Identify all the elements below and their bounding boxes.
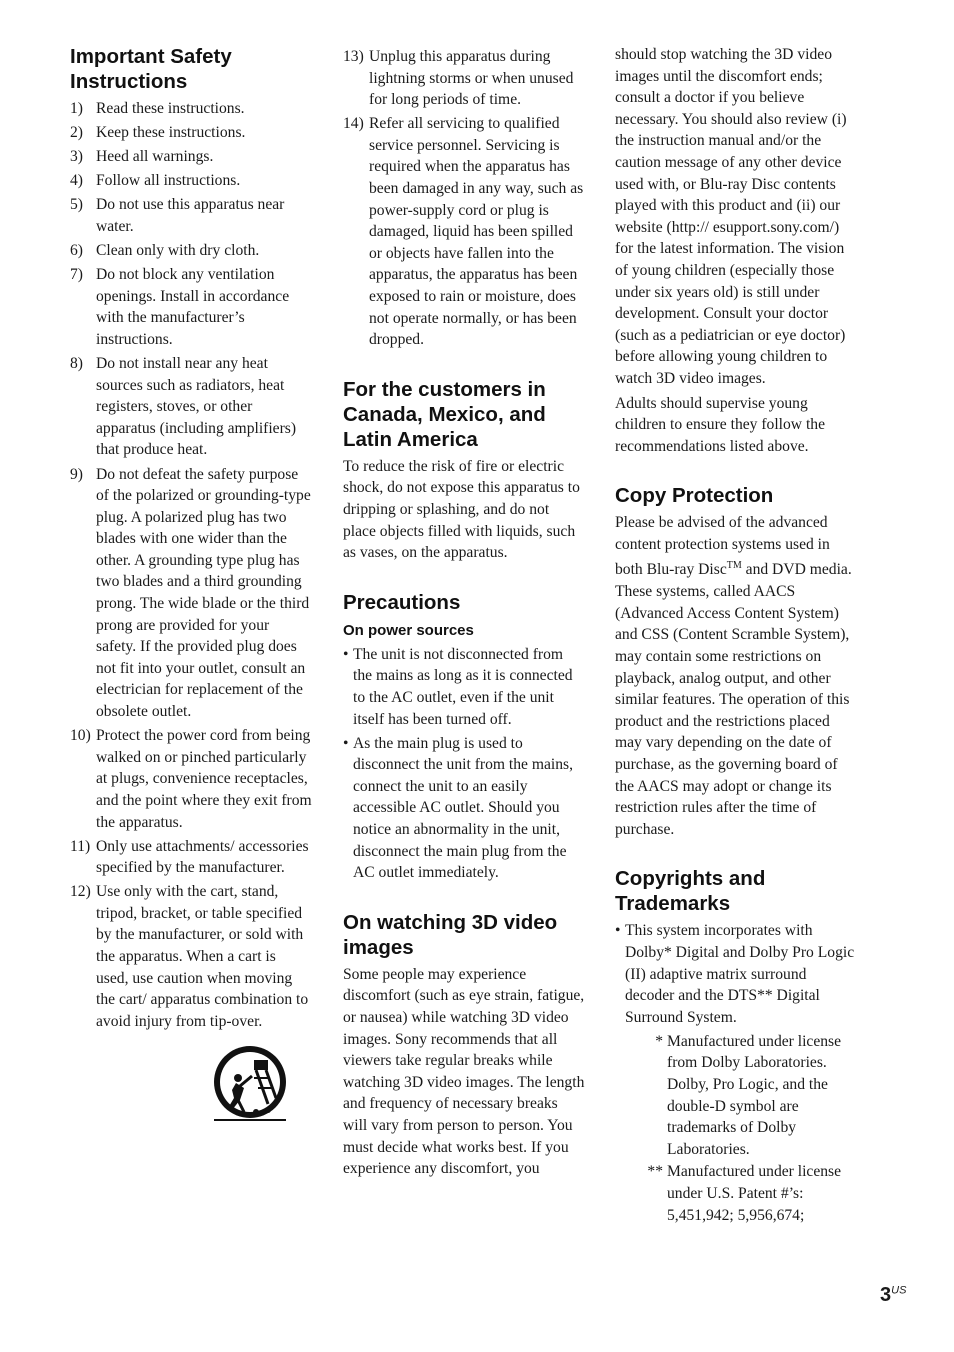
footnote-dts: ** Manufactured under license under U.S. Patent #’s: 5,451,942; 5,956,674; bbox=[647, 1163, 842, 1224]
list-item: 13) Unplug this apparatus during lightning storms or when unused for long periods of time. bbox=[343, 48, 574, 109]
safety-instructions-list bbox=[70, 98, 312, 1032]
list-item: • As the main plug is used to disconnect the unit from the mains, connect the unit to an easily accessible AC outlet. Should you notice an abnormality in the unit, disconnect the main plug from the AC outlet immediately. bbox=[343, 734, 573, 882]
power-sources-heading: On power sources bbox=[343, 621, 474, 639]
copyrights-heading: Copyrights and Trademarks bbox=[615, 867, 766, 916]
list-item: 11) Only use attachments/ accessories specified by the manufacturer. bbox=[70, 837, 309, 877]
trademark-symbol: TM bbox=[726, 560, 742, 572]
footnote-dolby: * Manufactured under license from Dolby Laboratories. Dolby, Pro Logic, and the double-D symbol are trademarks of Dolby Laboratories. bbox=[655, 1032, 842, 1158]
list-item: 7) Do not block any ventilation openings. Install in accordance with the manufacturer’s instructions. bbox=[70, 266, 290, 348]
3d-video-heading: On watching 3D video images bbox=[343, 910, 558, 959]
3d-video-paragraph-continued: should stop watching the 3D video images until the discomfort ends; consult a doctor if you believe necessary. You should also review (i) the instruction manual and/or the caution message of any other device used with, or Blu-ray Disc contents played with this product and (ii) our website (http:// esupport.sony.com/) for the latest information. The vision of young children (especially those under six years old) is still under development. Consult your doctor (such as a pediatrician or eye doctor) before allowing young children to watch 3D video images. bbox=[615, 46, 847, 387]
list-item: 12) Use only with the cart, stand, tripod, bracket, or table specified by the manufacturer, or sold with the apparatus. When a cart is used, use caution when moving the cart/ apparatus combination to avoid injury from tip-over. bbox=[70, 883, 309, 1030]
power-sources-list bbox=[343, 644, 585, 884]
canada-heading: For the customers in Canada, Mexico, and Latin America bbox=[343, 377, 546, 451]
column-middle bbox=[343, 46, 585, 1183]
list-item: 3) Heed all warnings. bbox=[70, 148, 214, 166]
page-number: $3^{US}$ bbox=[880, 1284, 907, 1306]
list-item: 9) Do not defeat the safety purpose of the polarized or grounding-type plug. A polarized plug has two blades with one wider than the other. A grounding type plug has two blades and a third grounding prong. The wide blade or the third prong are provided for your safety. If the provided plug does not fit into your outlet, consult an electrician for replacement of the obsolete outlet. bbox=[70, 465, 311, 721]
page-number-suffix: US bbox=[891, 1284, 907, 1297]
list-item: 8) Do not install near any heat sources such as radiators, heat registers, stoves, or other apparatus (including amplifiers) that produce heat. bbox=[70, 355, 297, 459]
canada-paragraph: To reduce the risk of fire or electric shock, do not expose this apparatus to dripping or splashing, and do not place objects filled with liquids, such as vases, on the apparatus. bbox=[343, 457, 580, 562]
list-item: 5) Do not use this apparatus near water. bbox=[70, 196, 285, 235]
3d-video-paragraph: Some people may experience discomfort (such as eye strain, fatigue, or nausea) while watching 3D video images. Sony recommends that all viewers take regular breaks while watching 3D video images. The length and frequency of necessary breaks will vary from person to person. You must decide what works best. If you experience any discomfort, you bbox=[343, 965, 585, 1178]
list-item: 2) Keep these instructions. bbox=[70, 124, 246, 142]
safety-instructions-list-continued bbox=[343, 46, 585, 351]
list-item: 4) Follow all instructions. bbox=[70, 172, 241, 190]
column-left bbox=[70, 44, 312, 1124]
list-item: • The unit is not disconnected from the mains as long as it is connected to the AC outlet, even if the unit itself has been turned off. bbox=[343, 645, 573, 728]
list-item: 6) Clean only with dry cloth. bbox=[70, 242, 260, 260]
copyrights-list bbox=[615, 920, 857, 1028]
cart-tip-over-warning-icon bbox=[210, 1044, 290, 1124]
important-safety-heading: Important Safety Instructions bbox=[70, 45, 232, 93]
list-item: 1) Read these instructions. bbox=[70, 100, 245, 117]
adults-paragraph: Adults should supervise young children to ensure they follow the recommendations listed above. bbox=[615, 394, 826, 455]
list-item: 14) Refer all servicing to qualified service personnel. Servicing is required when the apparatus has been damaged in any way, such as power-supply cord or plug is damaged, liquid has been spilled or objects have fallen into the apparatus, the apparatus has been exposed to rain or moisture, does not operate normally, or has been dropped. bbox=[343, 115, 584, 349]
list-item: • This system incorporates with Dolby* Digital and Dolby Pro Logic (II) adaptive matrix surround decoder and the DTS** Digital Surround System. bbox=[615, 922, 855, 1026]
precautions-heading: Precautions bbox=[343, 590, 461, 614]
copy-protection-paragraph: Please be advised of the advanced content protection systems used in both Blu-ray Disc™ and DVD media. These systems, called AACS (Advanced Access Content System) and CSS (Content Scramble System), may contain some restrictions on playback, analog output, and other similar features. The operation of this product and the restrictions placed may vary depending on the date of purchase, as the governing board of the AACS may adopt or change its restriction rules after the time of purchase. bbox=[615, 514, 852, 838]
copy-protection-heading: Copy Protection bbox=[615, 484, 774, 508]
list-item: 10) Protect the power cord from being walked on or pinched particularly at plugs, convenience receptacles, and the point where they exit from the apparatus. bbox=[70, 727, 312, 831]
column-right bbox=[615, 44, 857, 1227]
